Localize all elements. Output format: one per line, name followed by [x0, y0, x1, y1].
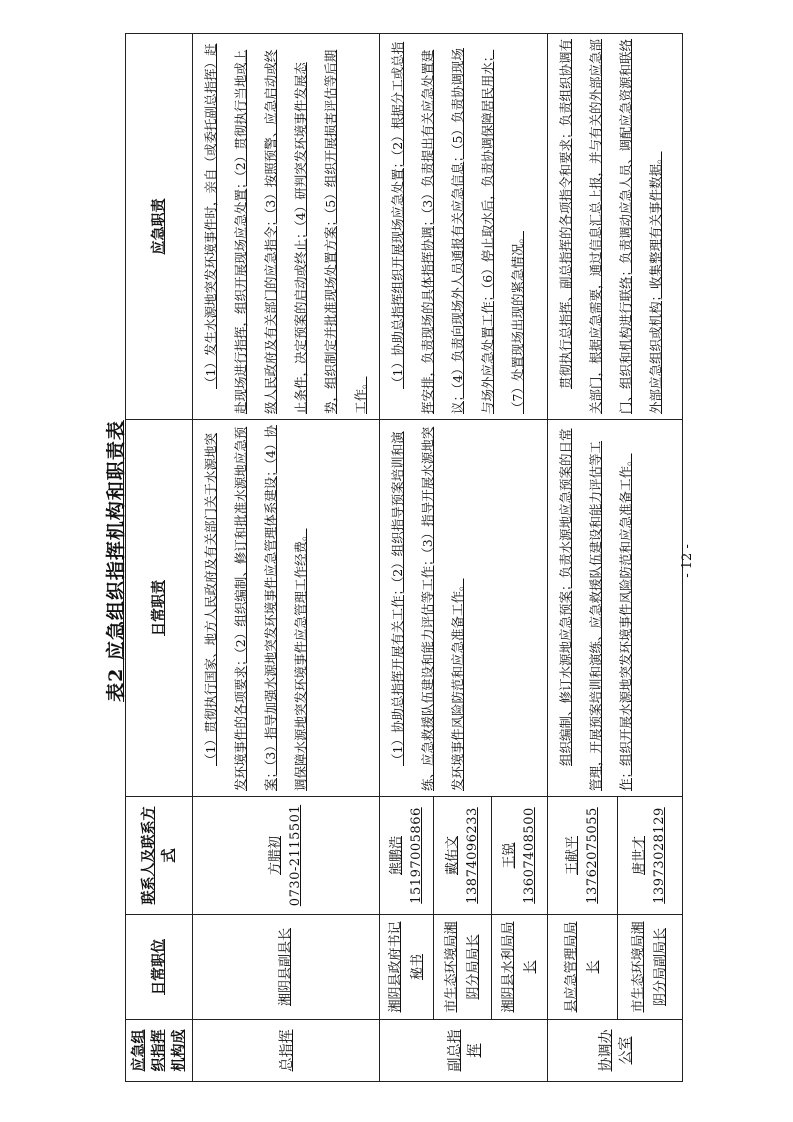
- post-cell: 湘阴县水利局局长: [492, 915, 548, 1020]
- contact-name: 戴佑文: [444, 836, 460, 876]
- daily-duty-cell: [193, 420, 380, 797]
- contact-cell: [492, 797, 548, 915]
- contact-cell: [548, 797, 618, 915]
- post-cell: 市生态环境局湘阴分局局长: [434, 915, 492, 1020]
- header-row: [126, 34, 193, 1082]
- table-title: 表2 应急组织指挥机构和职责表: [105, 420, 127, 702]
- daily-duty-text: （1）贯彻执行国家、地方人民政府及有关部门关于水源地突发环境事件的各项要求；（2）组织编制、修订和批准水源地应急预案；（3）指导加强水源地突发环境事件应急管理体系建设；（4）协调保障水源地突发环境事件应急管理工作经费。: [203, 425, 308, 791]
- page-number: - 12 -: [680, 544, 695, 578]
- contact-name: 唐世才: [632, 836, 647, 876]
- post-cell: 市生态环境局湘阴分局副局长: [618, 915, 683, 1020]
- post-cell: 湘阴县政府书记秘书: [380, 915, 434, 1020]
- contact-phone: 13973028129: [652, 807, 667, 904]
- emergency-duty-text: 贯彻执行总指挥、副总指挥的各项指令和要求；负责组织协调有关部门，根据应急需要，通过信息汇总上报，并与有关的外部应急部门、组织和机构进行联络；负责调动应急人员、调配应急资源和联络外部应急组织或机构；收集整理有关事件数据。: [558, 38, 663, 414]
- contact-name: 王献平: [564, 836, 580, 876]
- contact-phone: 15197005866: [408, 807, 424, 904]
- emergency-duty-cell: [380, 34, 548, 420]
- contact-cell: [434, 797, 492, 915]
- daily-duty-cell: [548, 420, 683, 797]
- header-emergency-duty: 应急职责: [126, 34, 193, 420]
- org-cell: 协调办公室: [548, 1020, 683, 1082]
- header-contact: 联系人及联系方式: [126, 797, 193, 915]
- emergency-duty-cell: [193, 34, 380, 420]
- emergency-organization-table: [125, 33, 683, 1082]
- contact-name: 熊鹏浩: [388, 836, 404, 876]
- daily-duty-text: 组织编制、修订水源地应急预案；负责水源地应急预案的日常管理，开展预案培训和演练、应急救援队伍建设和能力评估等工作；组织开展水源地突发环境事件风险防范和应急准备工作。: [558, 428, 633, 791]
- post-cell: 县应急管理局局长: [548, 915, 618, 1020]
- contact-cell: [618, 797, 683, 915]
- table-row-coordination-1: [548, 34, 618, 1082]
- emergency-duty-text: （1）协助总指挥组织开展现场应急处置；（2）根据分工或总指挥安排，负责现场的具体指挥协调；（3）负责提出有关应急处置建议；（4）负责向现场外人员通报有关应急信息；（5）负责协调现场与场外应急处置工作；（6）停止取水后，负责协调保障居民用水；（7）处置现场出现的紧急情况。: [390, 41, 525, 414]
- contact-phone: 0730-2115501: [288, 804, 303, 907]
- post-cell: 湘阴县副县长: [193, 915, 380, 1020]
- header-org: 应急组织指挥机构成: [126, 1020, 193, 1082]
- emergency-duty-text: （1）发生水源地突发环境事件时，亲自（或委托副总指挥）赶赴现场进行指挥，组织开展现场应急处置；（2）贯彻执行当地或上级人民政府及有关部门的应急指令；（3）按照预警、应急启动或终止条件，决定预案的启动或终止；（4）研判突发环境事件发展态势，组织制定并批准现场处置方案；（5）组织开展损害评估等后期工作。: [203, 43, 368, 414]
- contact-name: 王锐: [501, 842, 517, 869]
- daily-duty-cell: [380, 420, 548, 797]
- header-post: 日常职位: [126, 915, 193, 1020]
- contact-name: 方腊初: [268, 836, 283, 876]
- contact-phone: 13607408500: [521, 807, 537, 904]
- daily-duty-text: （1）协助总指挥开展有关工作；（2）组织指导预案培训和演练、应急救援队伍建设和能力评估等工作；（3）指导开展水源地突发环境事件风险防范和应急准备工作。: [390, 426, 465, 791]
- contact-cell: [380, 797, 434, 915]
- contact-phone: 13874096233: [464, 807, 480, 904]
- header-daily-duty: 日常职责: [126, 420, 193, 797]
- org-cell: 总指挥: [193, 1020, 380, 1082]
- contact-phone: 13762075055: [584, 807, 600, 904]
- table-row-deputy-1: [380, 34, 434, 1082]
- contact-cell: [193, 797, 380, 915]
- org-cell: 副总指挥: [380, 1020, 548, 1082]
- table-row-commander: [193, 34, 380, 1082]
- emergency-duty-cell: [548, 34, 683, 420]
